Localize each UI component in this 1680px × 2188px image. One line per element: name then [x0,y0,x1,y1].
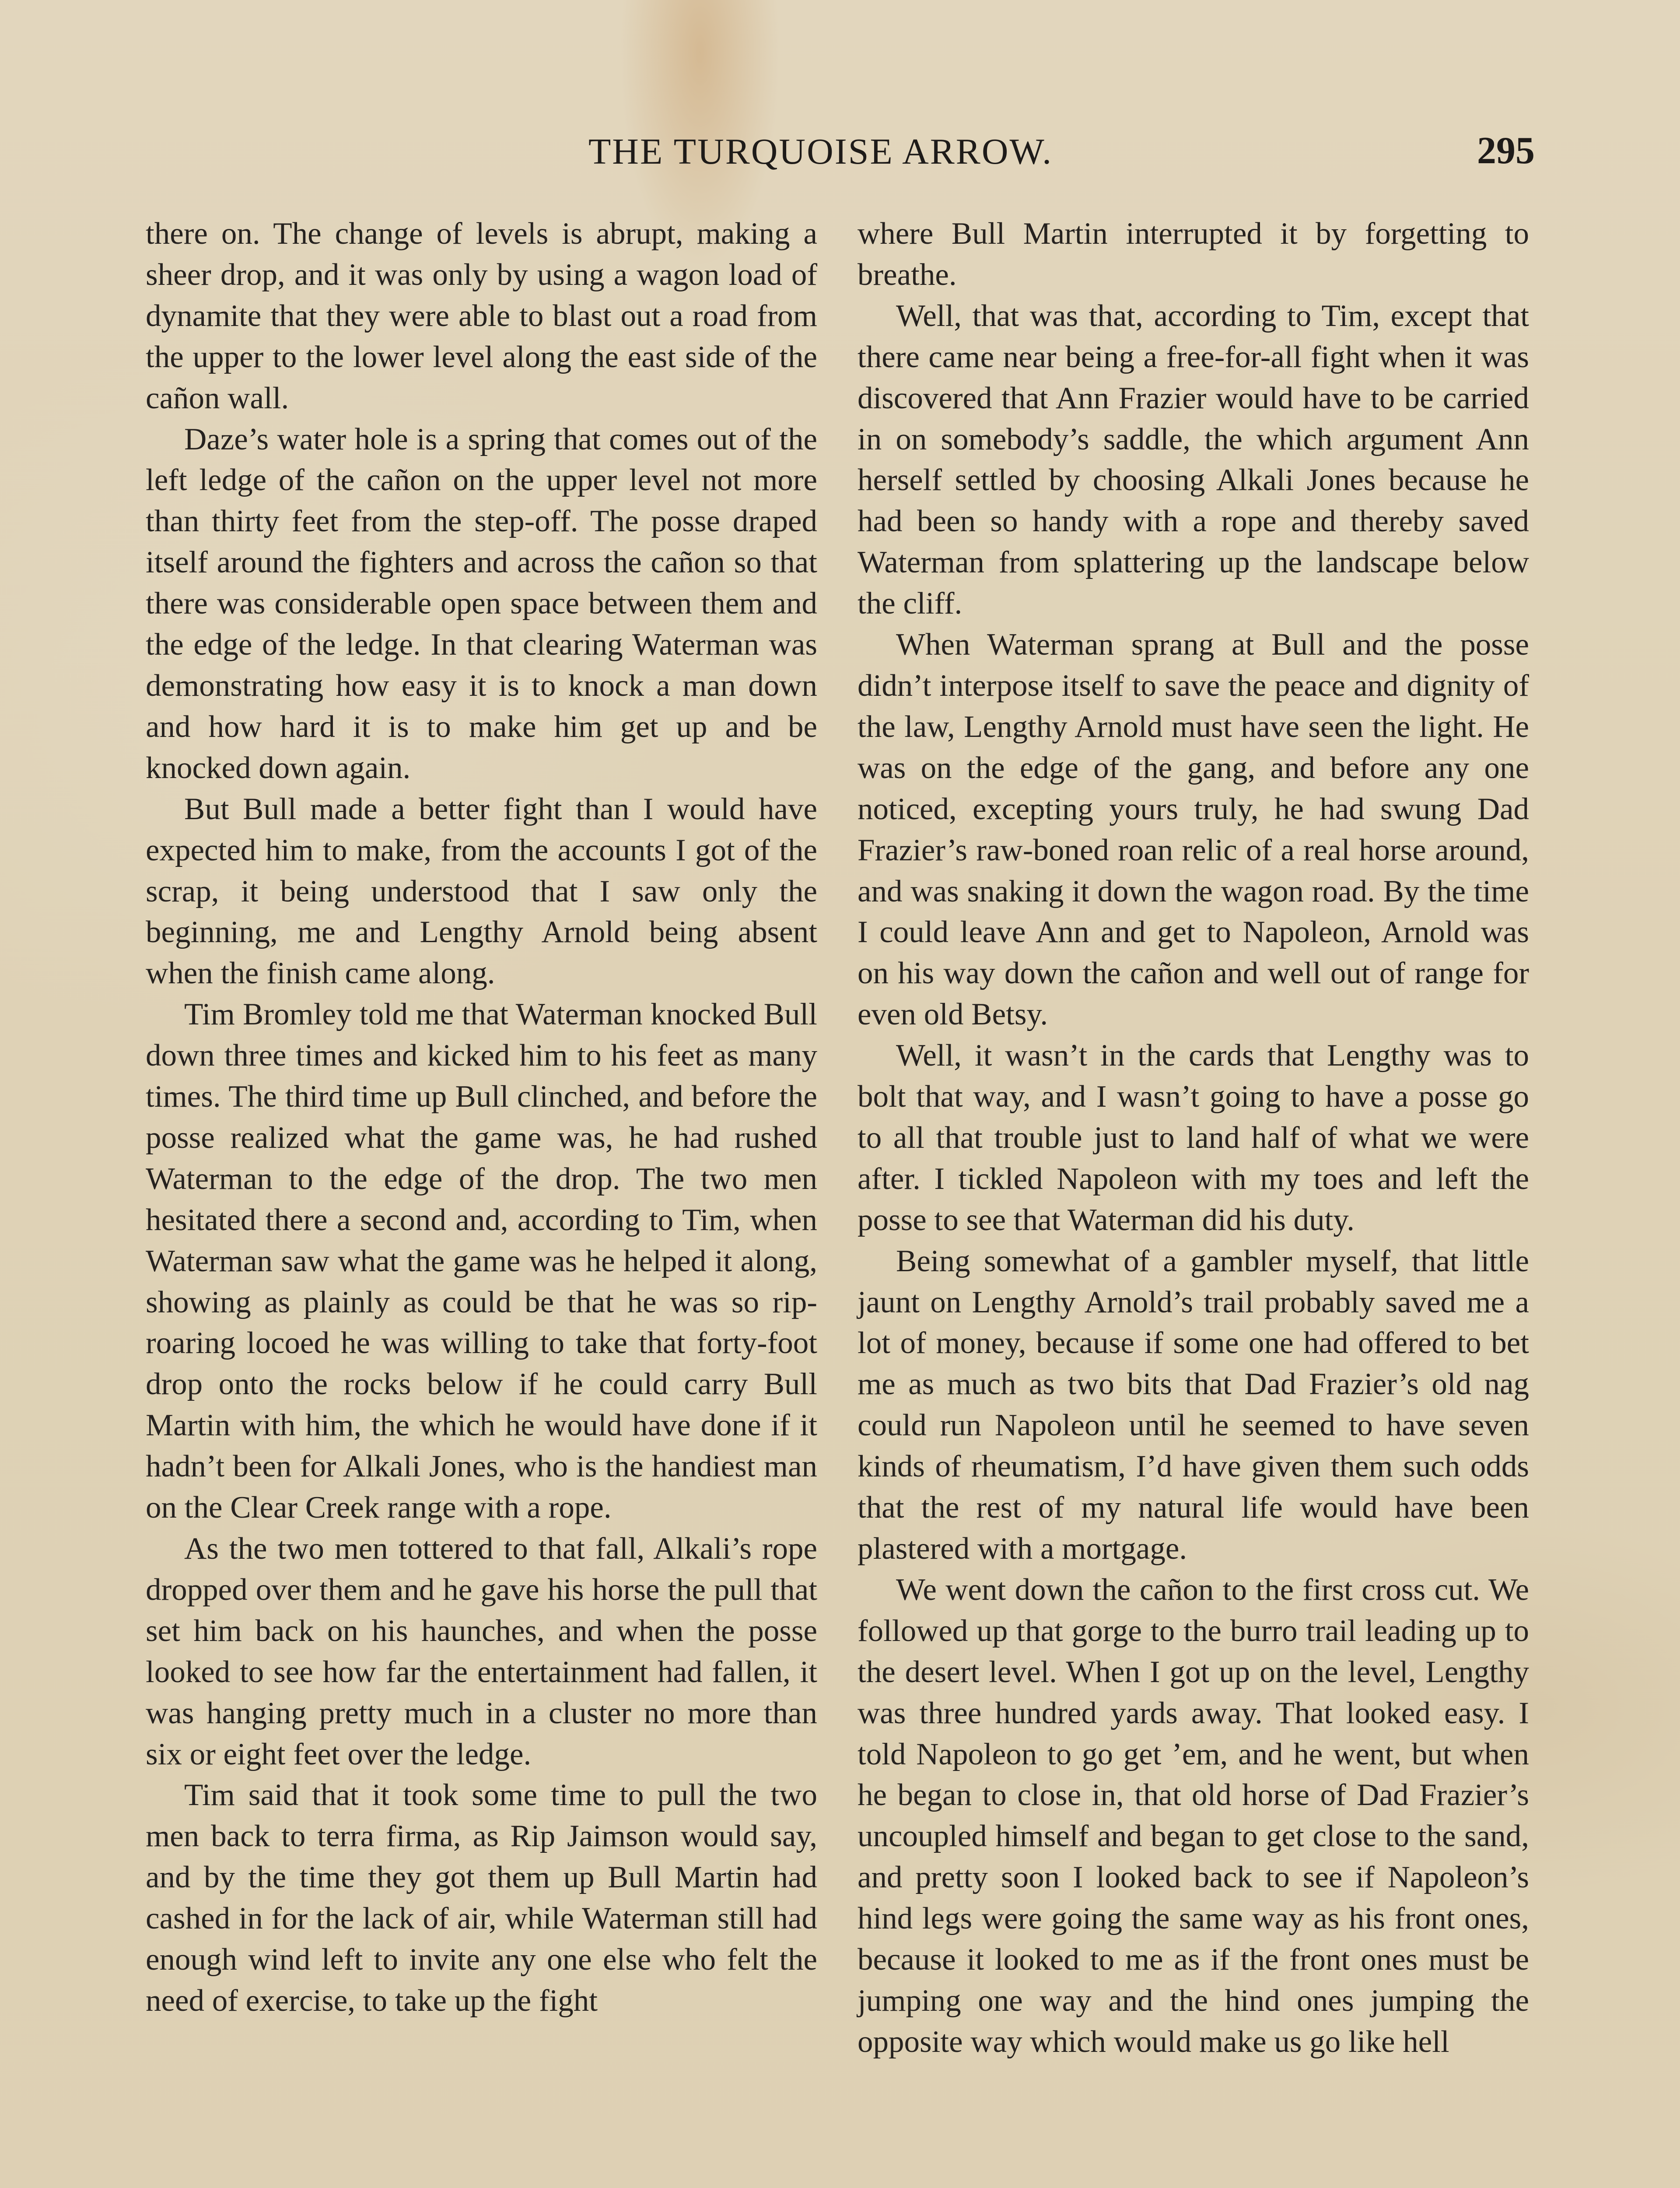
paragraph: where Bull Martin interrupted it by forgetting to breathe. [858,217,1529,292]
paragraph: As the two men tottered to that fall, Alkali’s rope dropped over them and he gave his horse the pull that set him back on his haunches, and when the posse looked to see how far the entertainment had fallen, it was hanging pretty much in a cluster no more than six or eight feet over the ledge. [146,1532,817,1771]
paragraph: Daze’s water hole is a spring that comes out of the left ledge of the cañon on the upper level not more than thirty feet from the step-off. The posse draped itself around the fighters and across the cañon so that there was considerable open space between them and the edge of the ledge. In that clearing Waterman was demonstrating how easy it is to knock a man down and how hard it is to make him get up and be knocked down again. [146,422,817,785]
paragraph: Tim Bromley told me that Waterman knocked Bull down three times and kicked him to his feet as many times. The third time up Bull clinched, and before the posse realized what the game was, he had rushed Waterman to the edge of the drop. The two men hesitated there a second and, according to Tim, when Waterman saw what the game was he helped it along, showing as plainly as could be that he was so rip-roaring locoed he was willing to take that forty-foot drop onto the rocks below if he could carry Bull Martin with him, the which he would have done if it hadn’t been for Alkali Jones, who is the handiest man on the Clear Creek range with a rope. [146,997,817,1525]
paragraph: Well, that was that, according to Tim, except that there came near being a free-for-all fight when it was discovered that Ann Frazier would have to be carried in on somebody’s saddle, the which argument Ann herself settled by choosing Alkali Jones because he had been so handy with a rope and thereby saved Waterman from splattering up the landscape below the cliff. [858,298,1529,621]
page-number: 295 [1477,130,1535,172]
left-text-column [146,214,817,2022]
paragraph: there on. The change of levels is abrupt, making a sheer drop, and it was only by using a wagon load of dynamite that they were able to blast out a road from the upper to the lower level along the east side of the cañon wall. [146,217,817,415]
paragraph: Being somewhat of a gambler myself, that little jaunt on Lengthy Arnold’s trail probably saved me a lot of money, because if some one had offered to bet me as much as two bits that Dad Frazier’s old nag could run Napoleon until he seemed to have seven kinds of rheumatism, I’d have given them such odds that the rest of my natural life would have been plastered with a mortgage. [858,1244,1529,1566]
running-title: THE TURQUOISE ARROW. [588,131,1053,172]
paragraph: Tim said that it took some time to pull the two men back to terra firma, as Rip Jaimson would say, and by the time they got them up Bull Martin had cashed in for the lack of air, while Waterman still had enough wind left to invite any one else who felt the need of exercise, to take up the fight [146,1778,817,2018]
paragraph: We went down the cañon to the first cross cut. We followed up that gorge to the burro trail leading up to the desert level. When I got up on the level, Lengthy was three hundred yards away. That looked easy. I told Napoleon to go get ’em, and he went, but when he began to close in, that old horse of Dad Frazier’s uncoupled himself and began to get close to the sand, and pretty soon I looked back to see if Napoleon’s hind legs were going the same way as his front ones, because it looked to me as if the front ones must be jumping one way and the hind ones jumping the opposite way which would make us go like hell [858,1572,1529,2059]
right-text-column [858,214,1529,2063]
paragraph: Well, it wasn’t in the cards that Lengthy was to bolt that way, and I wasn’t going to have a posse go to all that trouble just to land half of what we were after. I tickled Napoleon with my toes and left the posse to see that Waterman did his duty. [858,1038,1529,1237]
paragraph: When Waterman sprang at Bull and the posse didn’t interpose itself to save the peace and dignity of the law, Lengthy Arnold must have seen the light. He was on the edge of the gang, and before any one noticed, excepting yours truly, he had swung Dad Frazier’s raw-boned roan relic of a real horse around, and was snaking it down the wagon road. By the time I could leave Ann and get to Napoleon, Arnold was on his way down the cañon and well out of range for even old Betsy. [858,628,1529,1032]
paragraph: But Bull made a better fight than I would have expected him to make, from the accounts I got of the scrap, it being understood that I saw only the beginning, me and Lengthy Arnold being absent when the finish came along. [146,792,817,991]
